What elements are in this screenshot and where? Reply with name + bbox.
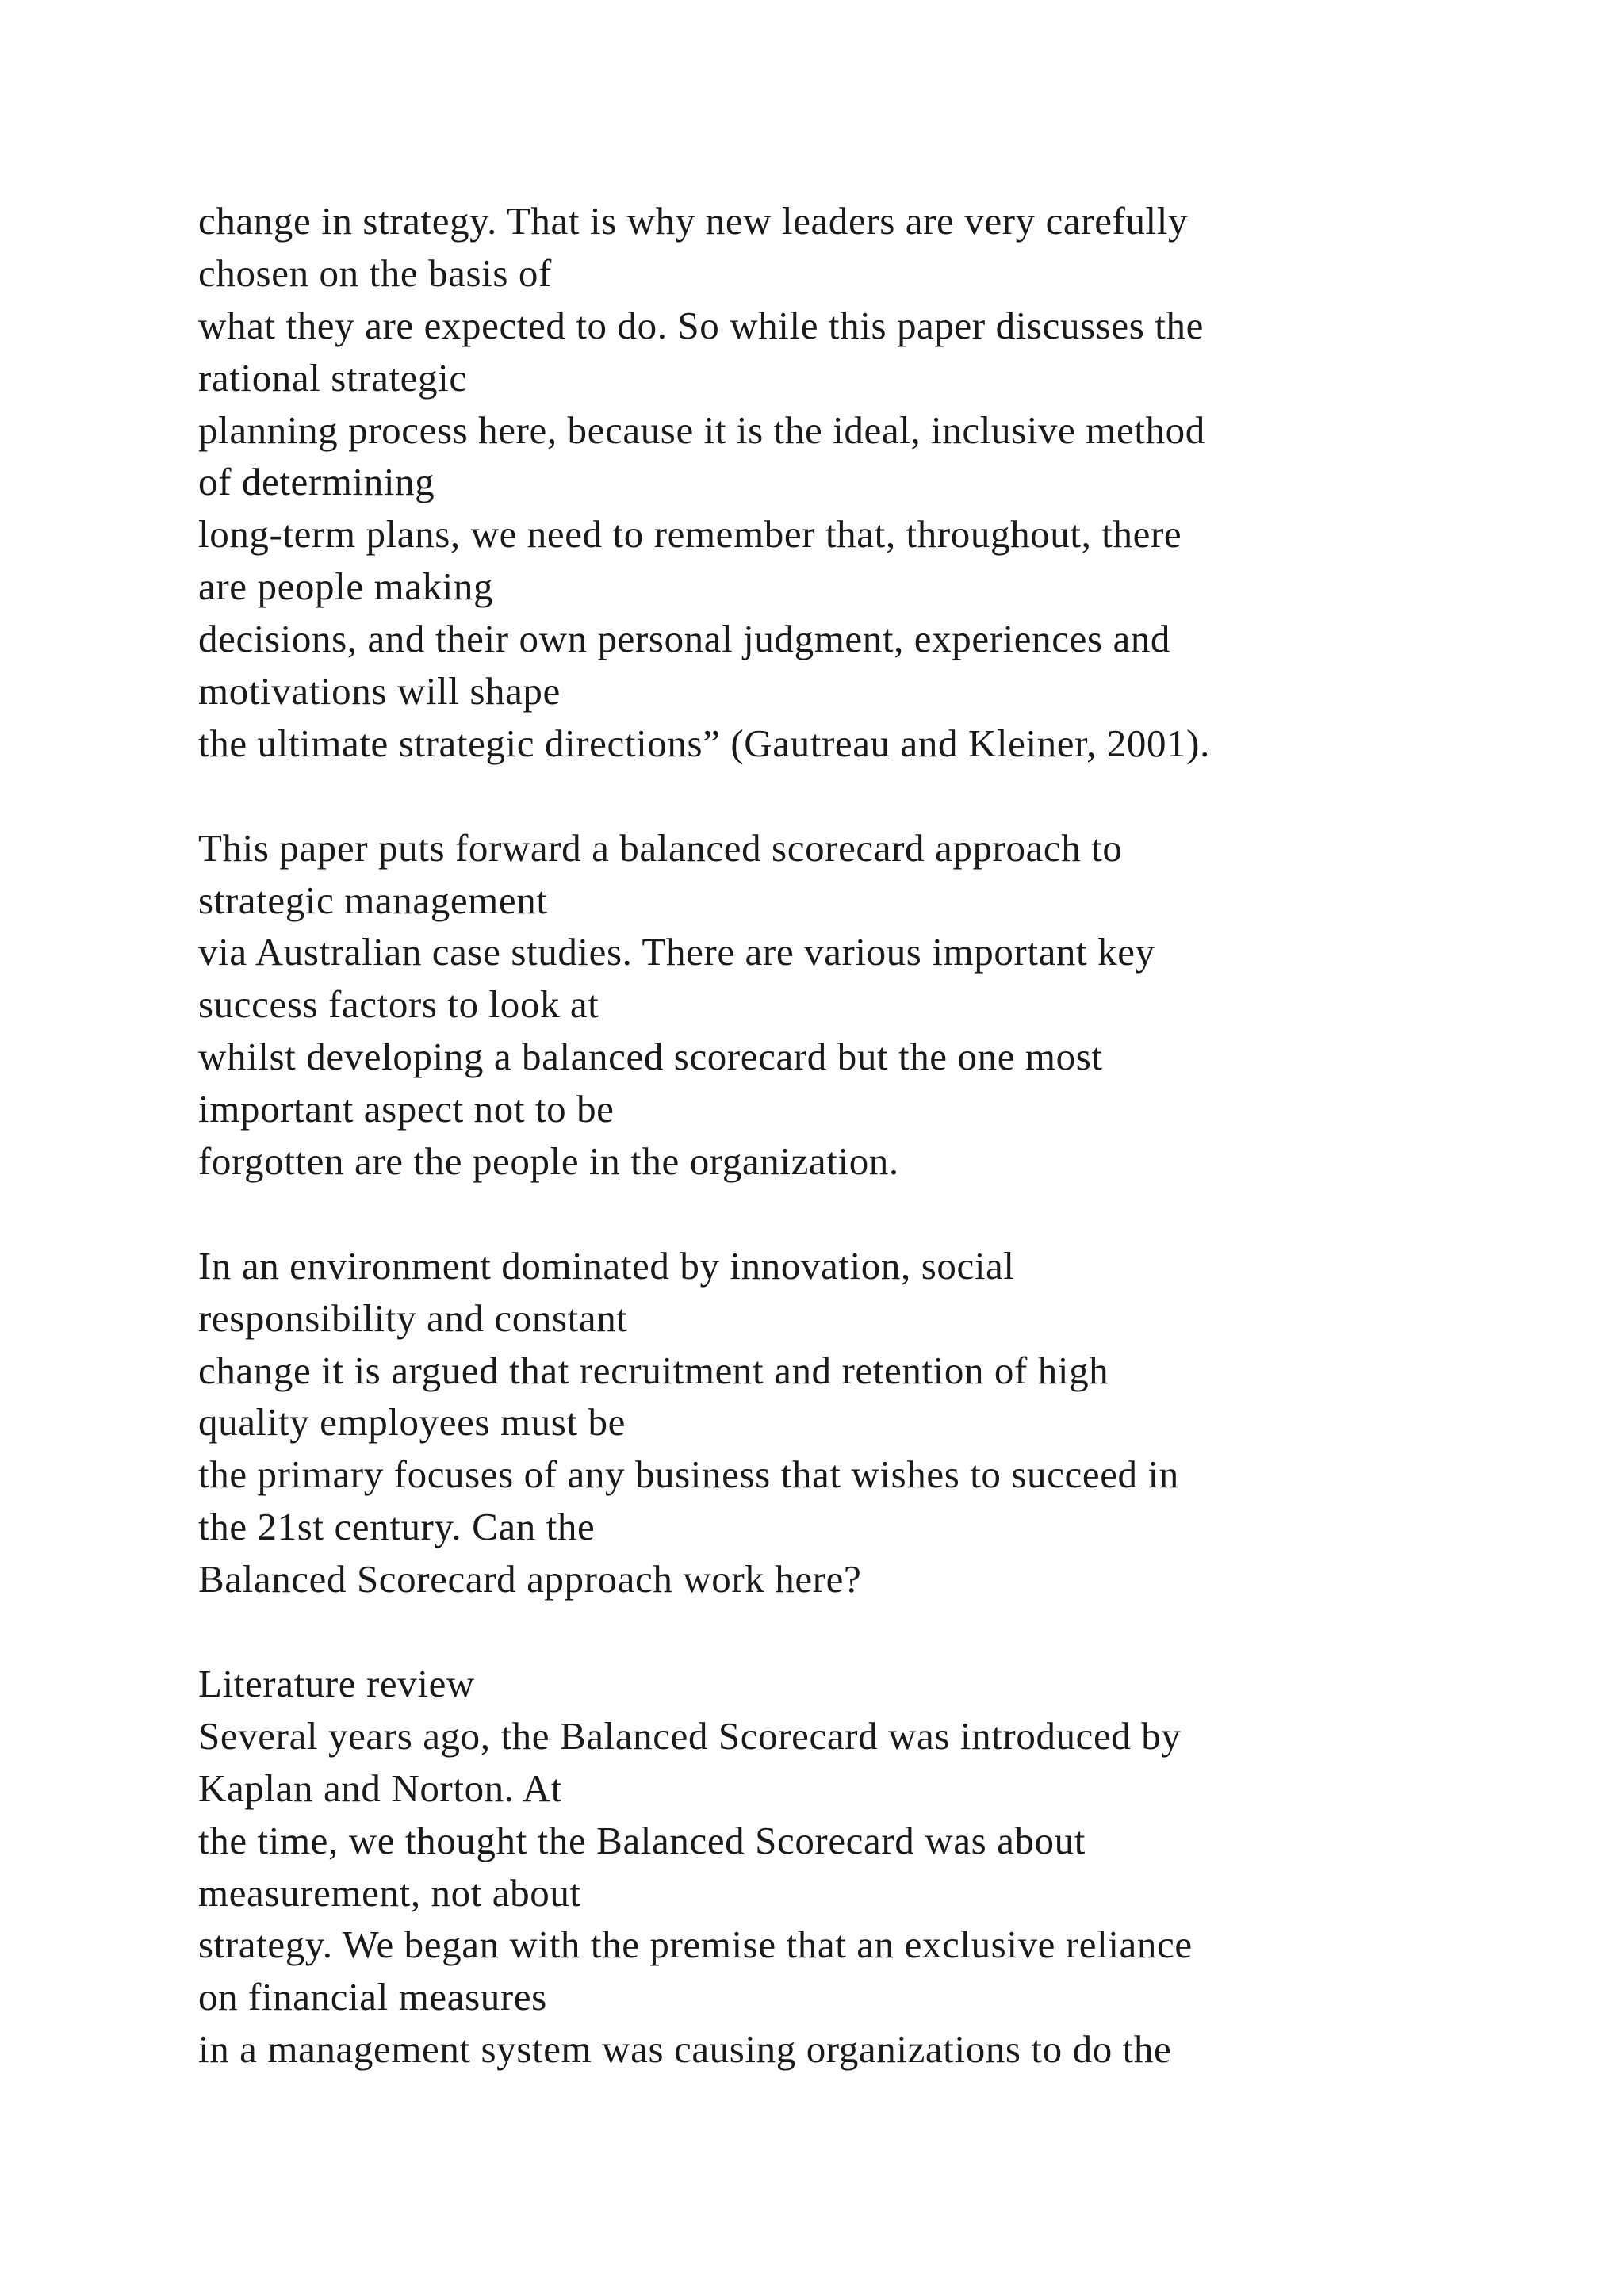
text-line: motivations will shape [198, 669, 561, 714]
text-line: success factors to look at [198, 982, 599, 1027]
text-line: the ultimate strategic directions” (Gautreau and Kleiner, 2001). [198, 721, 1210, 765]
paragraph-4 [198, 1658, 1546, 2076]
text-line: of determining [198, 460, 435, 504]
text-line: important aspect not to be [198, 1087, 615, 1131]
text-line: In an environment dominated by innovation, social [198, 1243, 1015, 1288]
text-line: chosen on the basis of [198, 251, 552, 295]
text-line: forgotten are the people in the organization. [198, 1139, 899, 1184]
text-line: quality employees must be [198, 1400, 626, 1445]
text-line: strategic management [198, 878, 548, 922]
text-line: strategy. We began with the premise that an exclusive reliance [198, 1923, 1193, 1967]
paragraph-1 [198, 195, 1546, 770]
text-line: measurement, not about [198, 1870, 581, 1915]
text-line: whilst developing a balanced scorecard but the one most [198, 1035, 1103, 1079]
text-line: Several years ago, the Balanced Scorecard was introduced by [198, 1713, 1182, 1758]
paragraph-2 [198, 822, 1546, 1188]
text-line: the 21st century. Can the [198, 1505, 596, 1549]
text-line: long-term plans, we need to remember that, throughout, there [198, 512, 1182, 557]
section-heading: Literature review [198, 1661, 475, 1705]
text-line: in a management system was causing organizations to do the [198, 2027, 1172, 2072]
text-line: are people making [198, 564, 494, 609]
text-line: decisions, and their own personal judgment, experiences and [198, 617, 1171, 661]
text-line: what they are expected to do. So while this paper discusses the [198, 303, 1204, 347]
text-line: via Australian case studies. There are various important key [198, 930, 1155, 974]
text-line: on financial measures [198, 1975, 547, 2019]
text-line: the time, we thought the Balanced Scorecard was about [198, 1818, 1086, 1862]
paragraph-spacer [198, 1188, 1546, 1240]
text-line: This paper puts forward a balanced scorecard approach to [198, 825, 1123, 870]
paragraph-3 [198, 1240, 1546, 1605]
text-line: the primary focuses of any business that wishes to succeed in [198, 1452, 1179, 1497]
text-line: change in strategy. That is why new leaders are very carefully [198, 199, 1189, 243]
paragraph-spacer [198, 770, 1546, 822]
text-line: Balanced Scorecard approach work here? [198, 1557, 862, 1601]
text-line: rational strategic [198, 355, 467, 400]
text-line: planning process here, because it is the ideal, inclusive method [198, 408, 1205, 452]
text-line: responsibility and constant [198, 1295, 628, 1340]
paragraph-spacer [198, 1605, 1546, 1658]
text-line: Kaplan and Norton. At [198, 1766, 562, 1810]
text-line: change it is argued that recruitment and retention of high [198, 1348, 1109, 1392]
document-body [198, 195, 1546, 2076]
